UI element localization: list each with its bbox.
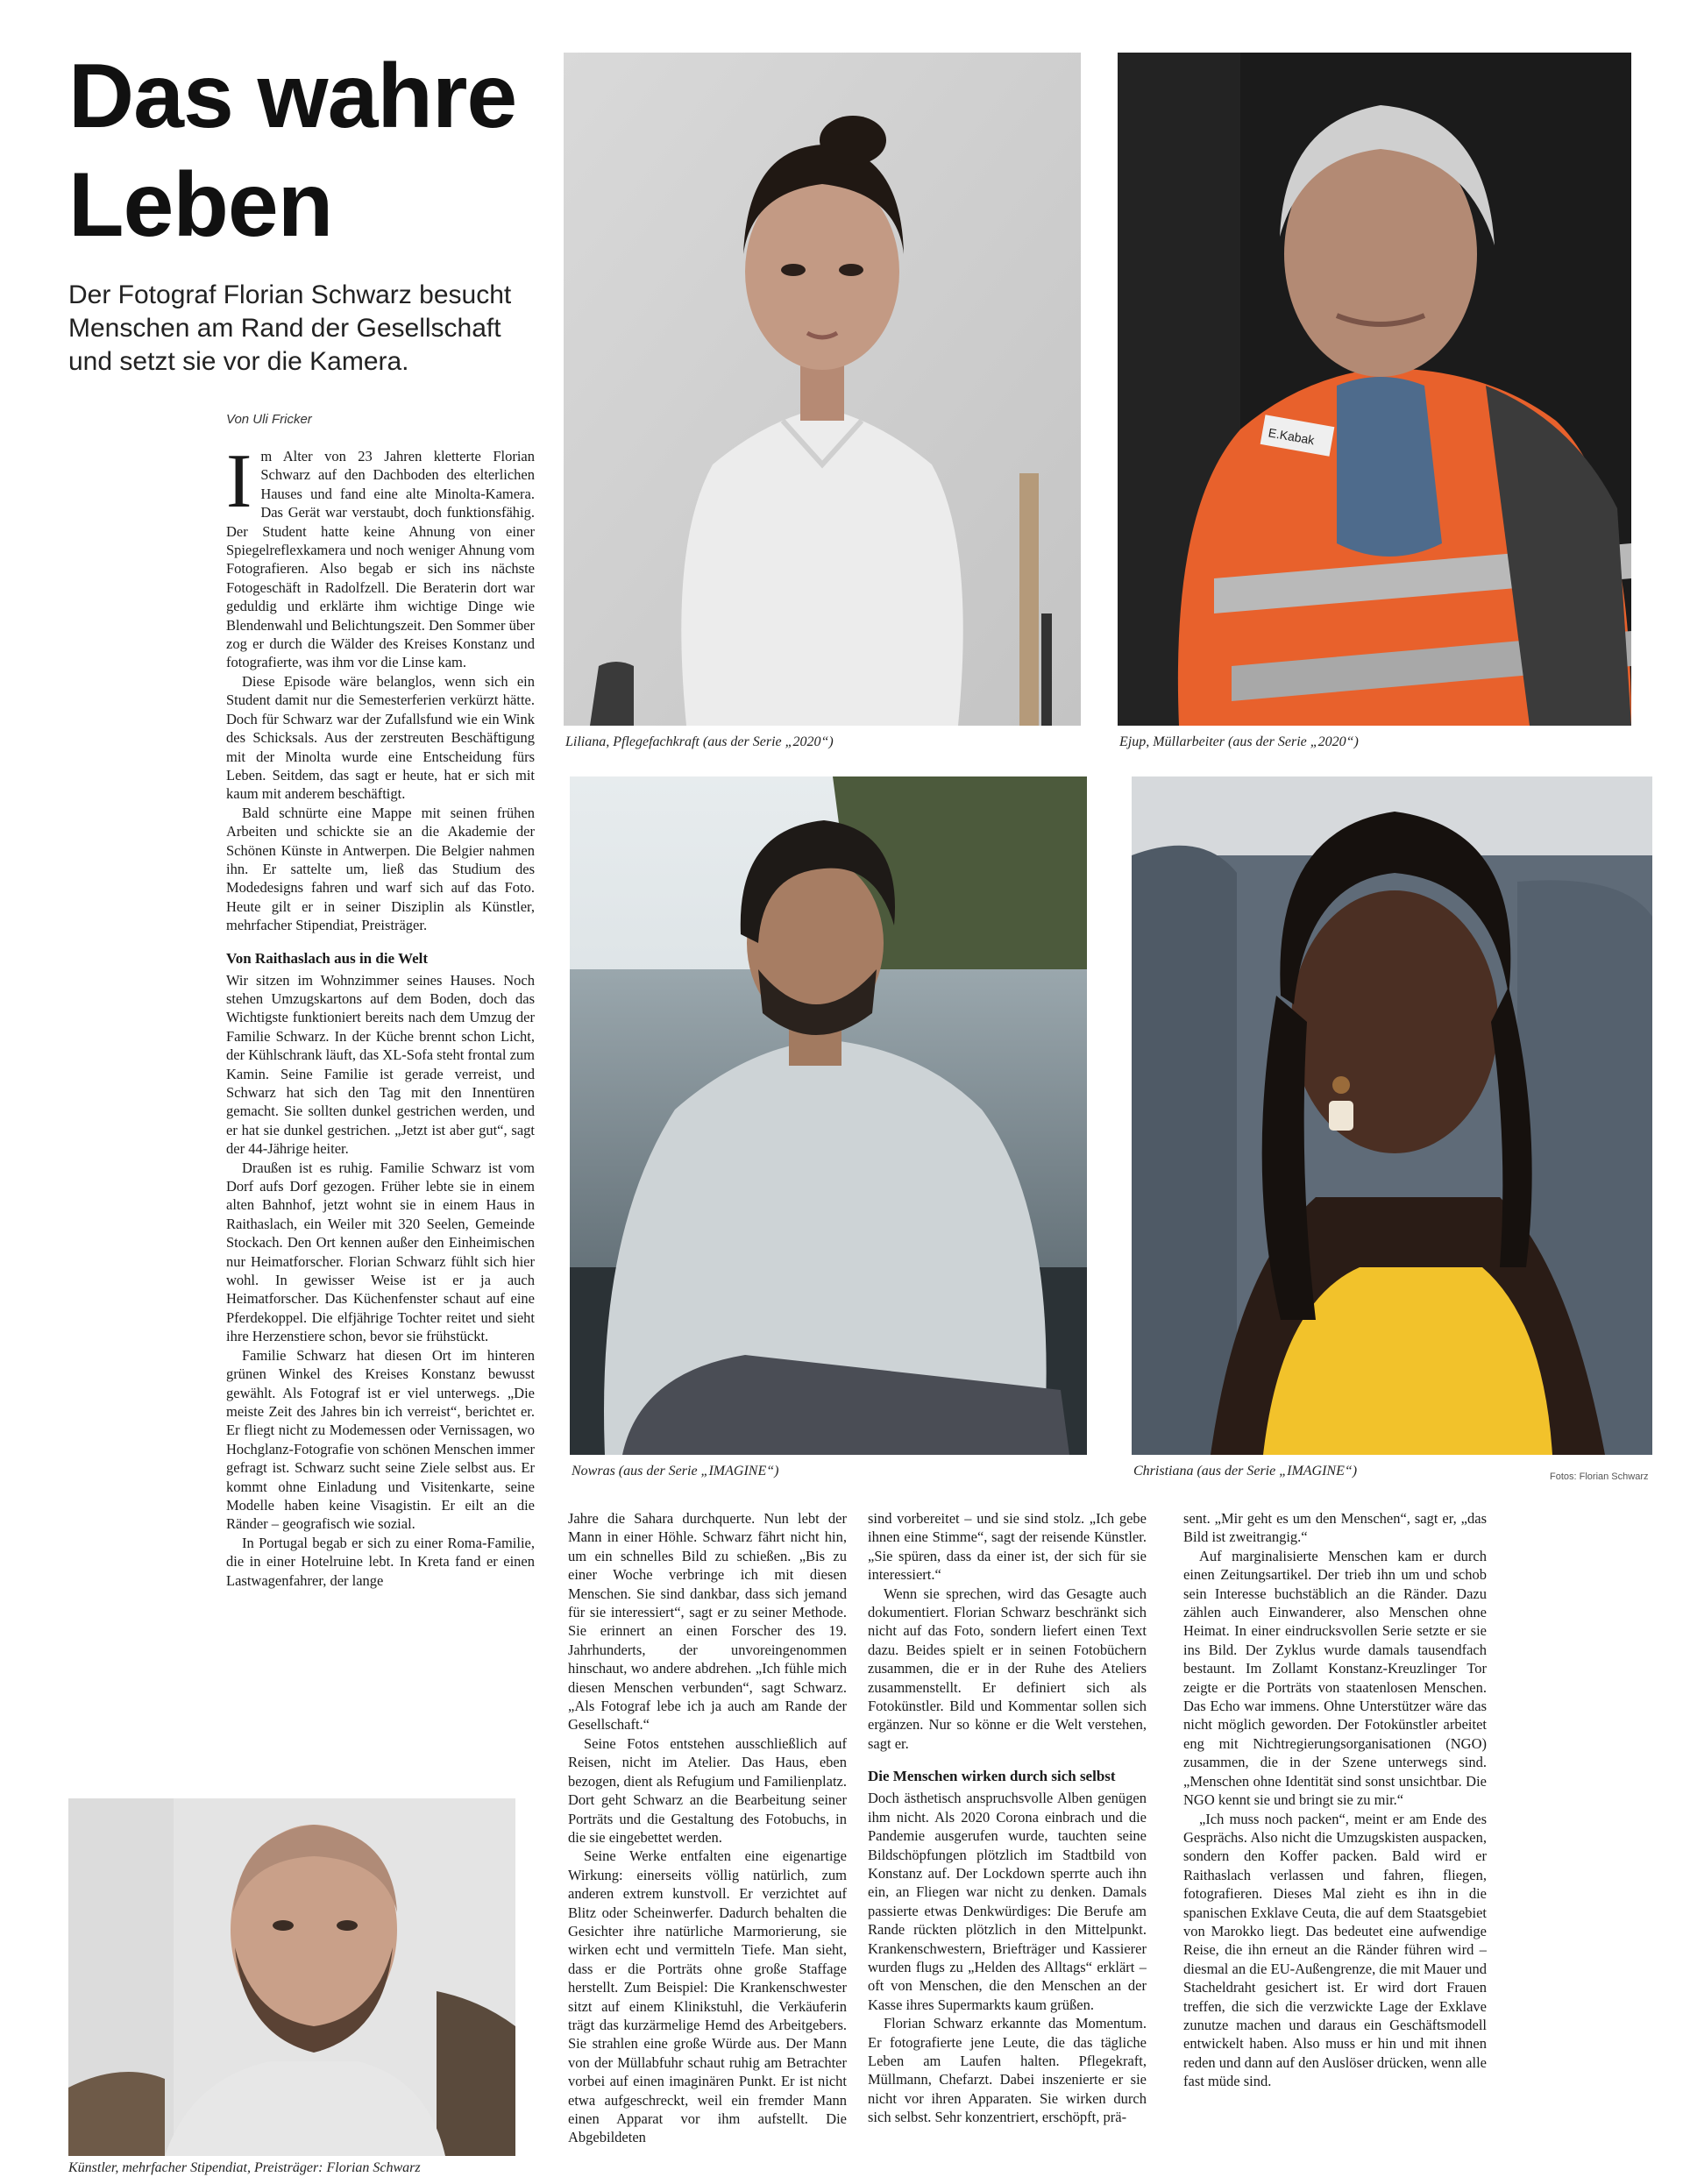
paragraph: Seine Werke entfalten eine eigenartige Wirkung: einerseits völlig natürlich, zum anderen extrem kunstvoll. Er verzichtet auf Blitz oder Scheinwerfer. Dadurch behalten die Gesichter ihre natürliche Marmorierung, sie wirken echt und vermitteln Tiefe. Man sieht, dass er die Porträts ohne große Staffage herstellt. Zum Beispiel: Die Krankenschwester sitzt auf einem Klinikstuhl, die Verkäuferin trägt das kurzärmelige Hemd des Arbeitgebers. Sie strahlen eine große Würde aus. Der Mann von der Müllabfuhr schaut ruhig am Betrachter vorbei auf einen imaginären Punkt. Er ist nicht etwa aufgeschreckt, weil ein fremder Mann einen Apparat vor ihm aufstellt. Die Abgebildeten [568,1847,847,2146]
photo-nowras [570,776,1087,1455]
article-column-1 [226,447,535,1770]
paragraph: Seine Fotos entstehen ausschließlich auf Reisen, nicht im Atelier. Das Haus, eben bezogen, dient als Refugium und Familienplatz. Dort geht Schwarz an die Bearbeitung seiner Porträts und die Gestaltung des Fotobuchs, in die sie eingebettet werden. [568,1734,847,1846]
byline: Von Uli Fricker [226,412,312,427]
paragraph: „Ich muss noch packen“, meint er am Ende des Gesprächs. Also nicht die Umzugskisten auspacken, sondern den Koffer packen. Bald wird er Raithaslach verlassen und fahren, fliegen, fotografieren. Dieses Mal zieht es ihn in die spanischen Exklave Ceuta, die auf dem Staatsgebiet von Marokko liegt. Das bedeutet eine aufwendige Reise, die ihn erneut an die Ränder führen wird – diesmal an die EU-Außengrenze, die mit Mauer und Stacheldraht gesichert ist. Er wird dort Frauen treffen, die sich die verzwickte Lage der Exklave zunutze machen und daraus ein Geschäftsmodell entwickelt haben. Also muss er hin und mit ihnen reden und dann auf den Auslöser drücken, wenn alle fast müde sind. [1183,1810,1487,2090]
section-heading: Die Menschen wirken durch sich selbst [868,1768,1116,1785]
photo-ejup [1118,53,1631,726]
headline-line-2: Leben [68,154,333,256]
jacket-name-tag: E.Kabak [1267,425,1316,448]
photo-liliana [564,53,1081,726]
paragraph: Bald schnürte eine Mappe mit seinen frühen Arbeiten und schickte sie an die Akademie der Schönen Künste in Antwerpen. Die Belgier nahmen ihn. Er sattelte um, ließ das Studium des Modedesigns fahren und warf sich auf das Foto. Heute gilt er in seiner Disziplin als Künstler, mehrfacher Stipendiat, Preisträger. [226,804,535,934]
paragraph: Familie Schwarz hat diesen Ort im hinteren grünen Winkel des Kreises Konstanz bewusst gewählt. Als Fotograf ist er viel unterwegs. „Die meiste Zeit des Jahres bin ich verreist“, berichtet er. Er fliegt nicht zu Modemessen oder Vernissagen, wo Hochglanz-Fotografie von schönen Menschen immer gefragt ist. Schwarz sucht seine Ziele selbst aus. Er kommt ohne Einladung und Visitenkarte, seine Modelle haben keine Visagistin. Er eilt an die Ränder – geografisch wie sozial. [226,1346,535,1533]
article-column-3 [868,1509,1147,2175]
portrait-ejup-image [1118,53,1631,726]
article-column-2 [568,1509,847,2175]
paragraph: Auf marginalisierte Menschen kam er durch einen Zeitungsartikel. Der trieb ihn um und schob sein Interesse buchstäblich an die Ränder. Dazu zählen auch Einwanderer, also Menschen ohne Heimat. In einer eindrucksvollen Serie setzte er sie ins Bild. Der Zyklus wurde damals tausendfach bestaunt. Im Zollamt Konstanz-Kreuzlinger Tor zeigte er die Porträts von staatenlosen Menschen. Das Echo war immens. Ohne Unterstützer wäre das nicht möglich geworden. Der Fotokünstler arbeitet eng mit Nichtregierungsorganisationen (NGO) zusammen, die in der Szene unterwegs sind. „Menschen ohne Identität sind sonst unsichtbar. Die NGO kennt sie und bringt sie zu mir.“ [1183,1547,1487,1809]
caption-nowras: Nowras (aus der Serie „IMAGINE“) [572,1464,779,1478]
drop-cap: I [226,447,252,524]
portrait-artist-image [68,1798,515,2156]
subheadline [68,279,559,379]
caption-ejup: Ejup, Müllarbeiter (aus der Serie „2020“) [1119,734,1359,749]
subheadline-line-3: und setzt sie vor die Kamera. [68,347,409,376]
headline-line-1: Das wahre [68,46,517,147]
caption-christiana: Christiana (aus der Serie „IMAGINE“) [1133,1464,1358,1478]
paragraph: Wenn sie sprechen, wird das Gesagte auch dokumentiert. Florian Schwarz beschränkt sich nicht auf das Foto, sondern liefert einen Text dazu. Beides spielt er in seinen Fotobüchern zusammen, die er in der Ruhe des Ateliers zusammenstellt. Er definiert sich als Fotokünstler. Bild und Kommentar sollen sich ergänzen. Nur so könne er die Welt verstehen, sagt er. [868,1585,1147,1752]
photo-artist [68,1798,515,2156]
paragraph: sent. „Mir geht es um den Menschen“, sagt er, „das Bild ist zweitrangig.“ [1183,1510,1487,1546]
photo-credit: Fotos: Florian Schwarz [1550,1471,1649,1482]
portrait-liliana-image [564,53,1081,726]
paragraph: Doch ästhetisch anspruchsvolle Alben genügen ihm nicht. Als 2020 Corona einbrach und die Pandemie ausgerufen wurde, tauchten seine Bildschöpfungen plötzlich im Stadtbild von Konstanz auf. Der Lockdown sperrte auch ihn ein, an Fliegen war nicht zu denken. Damals passierte etwas Denkwürdiges: Die Berufe am Rande rückten plötzlich in den Mittelpunkt. Krankenschwestern, Briefträger und Kassierer wurden flugs zu „Helden des Alltags“ erklärt – oft von Menschen, die den Menschen an der Kasse ihres Supermarkts kaum grüßen. [868,1790,1147,2013]
paragraph-text: m Alter von 23 Jahren kletterte Florian Schwarz auf den Dachboden des elterlichen Hauses und fand eine alte Minolta-Kamera. Das Gerät war verstaubt, doch funktionsfähig. Der Student hatte keine Ahnung von einer Spiegelreflexkamera und noch weniger Ahnung vom Fotografieren. Also begab er sich ins nächste Fotogeschäft in Radolfzell. Die Beraterin dort war geduldig und erklärte ihm wichtige Dinge wie Blendenwahl und Belichtungszeit. Den Sommer über zog er durch die Wälder des Kreises Konstanz und fotografierte, was ihm vor die Linse kam. [226,448,535,671]
paragraph [226,447,535,672]
paragraph: In Portugal begab er sich zu einer Roma-Familie, die in einer Hotelruine lebt. In Kreta fand er einen Lastwagenfahrer, der lange [226,1534,535,1589]
headline [68,42,559,259]
portrait-nowras-image [570,776,1087,1455]
paragraph: sind vorbereitet – und sie sind stolz. „Ich gebe ihnen eine Stimme“, sagt der reisende Künstler. „Sie spüren, dass da einer ist, der sich für sie interessiert.“ [868,1510,1147,1584]
photo-christiana [1132,776,1652,1455]
caption-liliana: Liliana, Pflegefachkraft (aus der Serie „2020“) [565,734,834,749]
subheadline-line-2: Menschen am Rand der Gesellschaft [68,314,501,343]
paragraph: Draußen ist es ruhig. Familie Schwarz ist vom Dorf aufs Dorf gezogen. Früher lebte sie in einem alten Bahnhof, jetzt wohnt sie in einem Haus in Raithaslach, ein Weiler mit 320 Seelen, Gemeinde Stockach. Den Ort kennen außer den Einheimischen nur Heimatforscher. Florian Schwarz fühlt sich hier wohl. In gewisser Weise ist er ja auch Heimatforscher. Das Küchenfenster schaut auf eine Pferdekoppel. Die elfjährige Tochter reitet und sieht ihre Herzenstiere schon, bevor sie frühstückt. [226,1159,535,1345]
portrait-christiana-image [1132,776,1652,1455]
section-heading: Von Raithaslach aus in die Welt [226,949,429,967]
paragraph: Wir sitzen im Wohnzimmer seines Hauses. Noch stehen Umzugskartons auf dem Boden, doch das Wichtigste funktioniert bereits nach dem Umzug der Familie Schwarz. In der Küche brennt schon Licht, der Kühlschrank läuft, das XL-Sofa steht frontal zum Kamin. Seine Familie ist gerade verreist, und Schwarz hat sich den Tag mit den Innentüren gemacht. Sie sollten dunkel gestrichen werden, und er hat sie dunkel gestrichen. „Jetzt ist aber gut“, sagt der 44-Jährige heiter. [226,971,535,1158]
paragraph: Jahre die Sahara durchquerte. Nun lebt der Mann in einer Höhle. Schwarz fährt nicht hin, um ein schnelles Bild zu schießen. „Bis zu einer Woche verbringe ich mit diesen Menschen. Sie sind dankbar, dass sich jemand für sie interessiert“, sagt er zu seiner Methode. Sie erinnert an einen Forscher des 19. Jahrhunderts, der unvoreingenommen hinschaut, wo andere abdrehen. „Ich fühle mich diesen Menschen verbunden“, sagt Schwarz. „Als Fotograf lebe ich ja auch am Rande der Gesellschaft.“ [568,1510,847,1734]
paragraph: Diese Episode wäre belanglos, wenn sich ein Student damit nur die Semesterferien verkürzt hätte. Doch für Schwarz war der Zufallsfund wie ein Wink des Schicksals. Aus der zerstreuten Beschäftigung mit der Minolta wurde eine Entscheidung fürs Leben. Seitdem, das sagt er heute, hat er sich mit kaum mit anderem beschäftigt. [226,672,535,803]
caption-artist: Künstler, mehrfacher Stipendiat, Preisträger: Florian Schwarz [68,2160,421,2175]
subheadline-line-1: Der Fotograf Florian Schwarz besucht [68,280,512,309]
article-column-4 [1183,1509,1487,2175]
paragraph: Florian Schwarz erkannte das Momentum. Er fotografierte jene Leute, die das tägliche Leben am Laufen halten. Pflegekraft, Müllmann, Chefarzt. Dabei inszenierte er sie nicht vor ihren Apparaten. Sie wirken durch sich selbst. Sehr konzentriert, erschöpft, prä- [868,2015,1147,2126]
